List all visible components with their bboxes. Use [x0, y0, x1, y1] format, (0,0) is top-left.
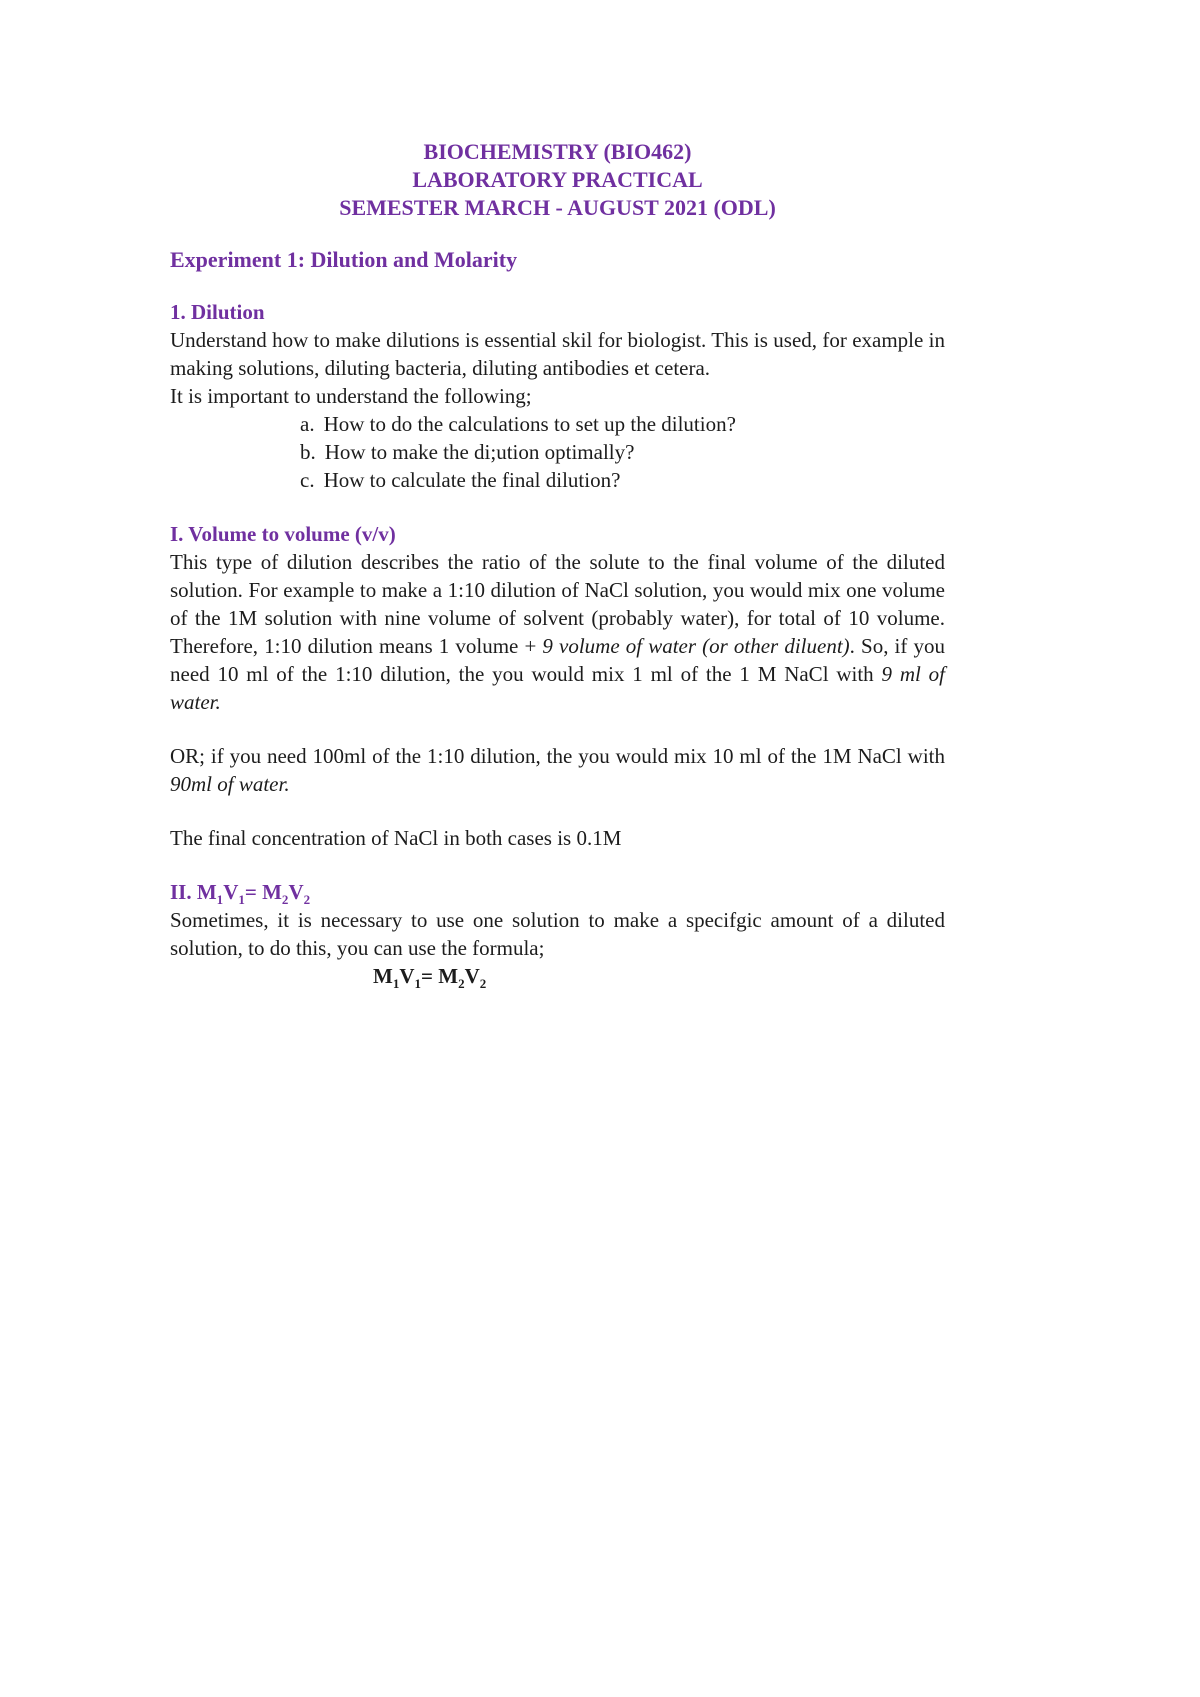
final-concentration-line: The final concentration of NaCl in both cases is 0.1M	[170, 826, 622, 850]
dilution-paragraph-1: Understand how to make dilutions is essential skil for biologist. This is used, for example in making solutions, diluting bacteria, diluting antibodies et cetera.	[170, 328, 945, 380]
title-line-type: LABORATORY PRACTICAL	[412, 167, 703, 192]
dilution-lettered-list	[170, 410, 945, 494]
title-line-course: BIOCHEMISTRY (BIO462)	[423, 139, 692, 164]
list-item-marker: c.	[300, 468, 315, 492]
volume-to-volume-paragraph-1: This type of dilution describes the ratio of the solute to the final volume of the diluted solution. For example to make a 1:10 dilution of NaCl solution, you would mix one volume of the 1M solution with nine volume of solvent (probably water), for total of 10 volume. Therefore, 1:10 dilution means 1 volume + 9 volume of water (or other diluent). So, if you need 10 ml of the 1:10 dilution, the you would mix 1 ml of the 1 M NaCl with 9 ml of water.	[170, 550, 945, 714]
volume-to-volume-heading: I. Volume to volume (v/v)	[170, 522, 396, 546]
list-item-marker: b.	[300, 440, 316, 464]
m1v1-formula: $M_1V_1= M_2V_2$	[373, 964, 487, 992]
volume-to-volume-paragraph-2: OR; if you need 100ml of the 1:10 dilution, the you would mix 10 ml of the 1M NaCl with 90ml of water.	[170, 744, 945, 796]
title-line-semester: SEMESTER MARCH - AUGUST 2021 (ODL)	[339, 195, 776, 220]
list-item	[170, 466, 945, 494]
list-item	[170, 438, 945, 466]
dilution-paragraph-2: It is important to understand the following;	[170, 384, 532, 408]
list-item	[170, 410, 945, 438]
experiment-heading: Experiment 1: Dilution and Molarity	[170, 247, 518, 272]
document-title-block	[170, 138, 945, 222]
m1v1-section-heading: II. $M_1V_1= M_2V_2$	[170, 880, 311, 908]
list-item-text: How to do the calculations to set up the dilution?	[323, 412, 736, 436]
m1v1-paragraph-1: Sometimes, it is necessary to use one solution to make a specifgic amount of a diluted solution, to do this, you can use the formula;	[170, 908, 945, 960]
dilution-section-heading: 1. Dilution	[170, 300, 265, 324]
list-item-marker: a.	[300, 412, 315, 436]
list-item-text: How to make the di;ution optimally?	[324, 440, 635, 464]
list-item-text: How to calculate the final dilution?	[323, 468, 621, 492]
